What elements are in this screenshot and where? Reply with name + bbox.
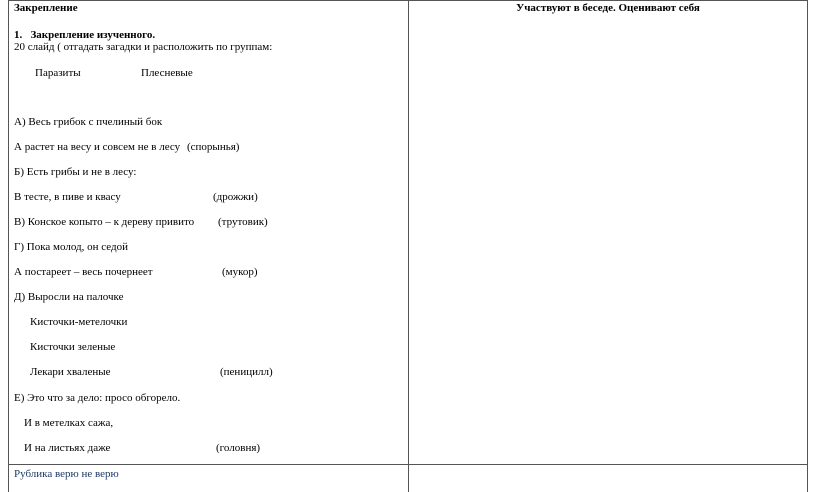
- riddle-line: Е) Это что за дело: просо обгорело.: [14, 392, 181, 404]
- riddle-line: А растет на весу и совсем не в лесу: [14, 141, 181, 153]
- right-cell: [412, 2, 804, 15]
- group-molds: Плесневые: [141, 67, 193, 79]
- riddle-line: В тесте, в пиве и квасу: [14, 191, 121, 203]
- riddle-line: В) Конское копыто – к дереву привито: [14, 216, 195, 228]
- left-cell: [14, 2, 404, 15]
- riddle-line: А) Весь грибок с пчелиный бок: [14, 116, 163, 128]
- riddle-line: И на листьях даже: [24, 442, 111, 454]
- header-right: Участвуют в беседе. Оценивают себя: [516, 2, 700, 14]
- riddle-answer: (пеницилл): [220, 366, 273, 378]
- riddle-line: Д) Выросли на палочке: [14, 291, 124, 303]
- riddle-answer: (головня): [216, 442, 261, 454]
- footer-left: Рублика верю не верю: [14, 468, 119, 480]
- riddle-line: А постареет – весь почернеет: [14, 266, 153, 278]
- riddle-line: Кисточки зеленые: [30, 341, 116, 353]
- riddle-line: Г) Пока молод, он седой: [14, 241, 128, 253]
- group-parasites: Паразиты: [35, 67, 81, 79]
- riddle-line: Лекари хваленые: [30, 366, 111, 378]
- riddle-answer: (трутовик): [218, 216, 268, 228]
- riddle-line: Б) Есть грибы и не в лесу:: [14, 166, 137, 178]
- riddle-answer: (дрожжи): [213, 191, 258, 203]
- riddle-answer: (мукор): [222, 266, 258, 278]
- riddle-line: Кисточки-метелочки: [30, 316, 128, 328]
- table-column-divider: [408, 0, 409, 492]
- riddle-answer: (спорынья): [187, 141, 240, 153]
- header-left: Закрепление: [14, 2, 78, 14]
- instruction-text: 20 слайд ( отгадать загадки и расположить по группам:: [14, 41, 273, 53]
- riddle-line: И в метелках сажа,: [24, 417, 114, 429]
- section-title: 1. Закрепление изученного.: [14, 29, 156, 41]
